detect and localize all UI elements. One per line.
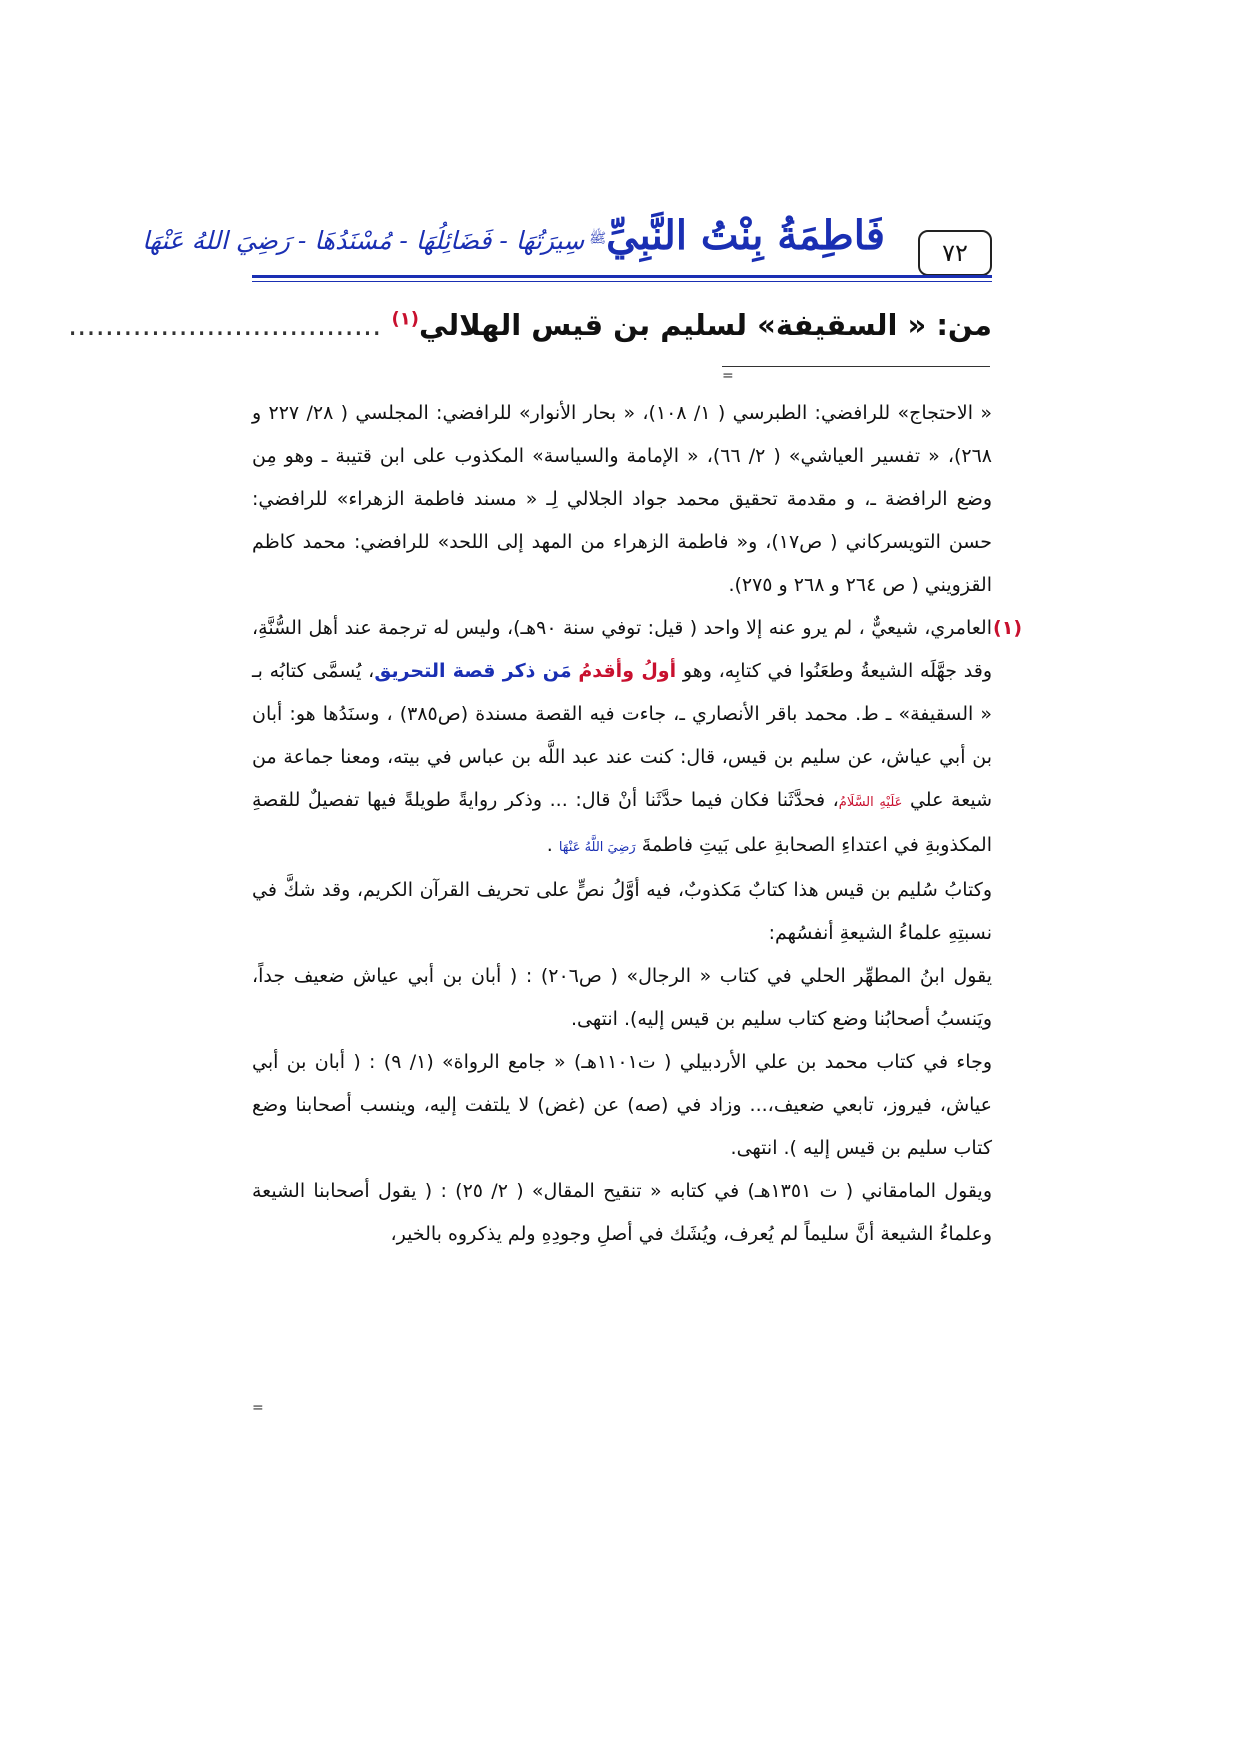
title-honorific: ﷺ — [589, 230, 607, 247]
footnote-number: (١) — [993, 617, 1022, 639]
page-number-text: ٧٢ — [942, 239, 968, 267]
footnote-text: ، فحدَّثَنا فكان فيما حدَّثَنا أنْ قال: ... وذكر روايةً طويلةً فيها تفصيلٌ للقصةِ المكذوبةِ في اعتداءِ الصحابةِ على بَيتِ فاطمةَ — [252, 789, 992, 856]
continuation-mark-bottom: = — [252, 1400, 264, 1416]
book-title — [142, 212, 885, 272]
footnote-text: . — [546, 834, 559, 856]
header-rule — [252, 275, 992, 278]
footnote-text: العامري، شيعيٌّ ، لم يرو عنه إلا واحد ( قيل: توفي سنة ٩٠هـ)، وليس له ترجمة عند أهل السُّنَّةِ، وقد جهَّلَه الشيعةُ وطعَنُوا في كتابِه، وهو — [252, 617, 993, 682]
footnote-paragraph — [252, 607, 1022, 869]
footnote-paragraph: ويقول المامقاني ( ت ١٣٥١هـ) في كتابه « تنقيح المقال» ( ٢/ ٢٥) : ( يقول أصحابنا الشيعة وعلماءُ الشيعة أنَّ سليماً لم يُعرف، ويُشَك في أصلِ وجودِهِ ولم يذكروه بالخير، — [252, 1180, 992, 1245]
footnote-1 — [252, 607, 1022, 1256]
highlight-blue: مَن ذكر قصة التحريق — [374, 660, 572, 682]
header-rule-thin — [252, 281, 992, 282]
footnote-paragraph: يقول ابنُ المطهِّر الحلي في كتاب « الرجال» ( ص٢٠٦) : ( أبان بن أبي عياش ضعيف جداً، ويَنسبُ أصحابُنا وضع كتاب سليم بن قيس إليه). انتهى. — [252, 965, 993, 1030]
honorific-fatima: رَضِيَ اللَّهُ عَنْهَا — [558, 840, 636, 855]
page-number — [918, 230, 992, 276]
footnote-reference[interactable]: (١) — [391, 308, 419, 330]
section-heading-text: من: « السقيفة» لسليم بن قيس الهلالي — [418, 308, 992, 342]
footnote-separator — [722, 366, 990, 367]
book-title-main: فَاطِمَةُ بِنْتُ النَّبِيِّ — [606, 212, 885, 259]
continuation-mark-top: = — [722, 368, 734, 384]
heading-dot-leader: .................................. — [67, 308, 382, 342]
highlight-red: أولُ وأقدمُ — [578, 660, 677, 682]
section-heading — [67, 308, 992, 360]
continued-footnote-text: « الاحتجاج» للرافضي: الطبرسي ( ١/ ١٠٨)، « بحار الأنوار» للرافضي: المجلسي ( ٢٨/ ٢٢٧ و ٢٦٨)، « تفسير العياشي» ( ٢/ ٦٦)، « الإمامة والسياسة» المكذوب على ابن قتيبة ـ وهو مِن وضع الرافضة ـ، و مقدمة تحقيق محمد جواد الجلالي لِـ « مسند فاطمة الزهراء» للرافضي: حسن التويسركاني ( ص١٧)، و« فاطمة الزهراء من المهد إلى اللحد» للرافضي: محمد كاظم القزويني ( ص ٢٦٤ و ٢٦٨ و ٢٧٥). — [252, 402, 993, 596]
book-title-subtitle: سِيرَتُهَا - فَضَائِلُهَا - مُسْنَدُهَا - رَضِيَ اللهُ عَنْهَا — [142, 226, 585, 255]
footnote-text: ، يُسمَّى كتابُه بـ « السقيفة» ـ ط. محمد باقر الأنصاري ـ، جاءت فيه القصة مسندة (ص٣٨٥) ، وسنَدُها هو: أبان بن أبي عياش، عن سليم بن قيس، قال: كنت عند عبد اللَّه بن عباس في بيته، ومعنا جماعة من شيعة علي — [252, 660, 993, 811]
continued-footnote — [252, 392, 992, 607]
footnote-paragraph: وكتابُ سُليم بن قيس هذا كتابٌ مَكذوبٌ، فيه أوَّلُ نصٍّ على تحريف القرآن الكريم، وقد شكَّ في نسبتِهِ علماءُ الشيعةِ أنفسُهم: — [252, 879, 992, 944]
footnote-paragraph: وجاء في كتاب محمد بن علي الأردبيلي ( ت١١٠١هـ) « جامع الرواة» (١/ ٩) : ( أبان بن أبي عياش، فيروز، تابعي ضعيف،... وزاد في (صه) عن (غض) لا يلتفت إليه، وينسب أصحابنا وضع كتاب سليم بن قيس إليه ). انتهى. — [252, 1051, 992, 1159]
honorific-ali: عَلَيْهِ السَّلَامُ — [838, 795, 903, 810]
